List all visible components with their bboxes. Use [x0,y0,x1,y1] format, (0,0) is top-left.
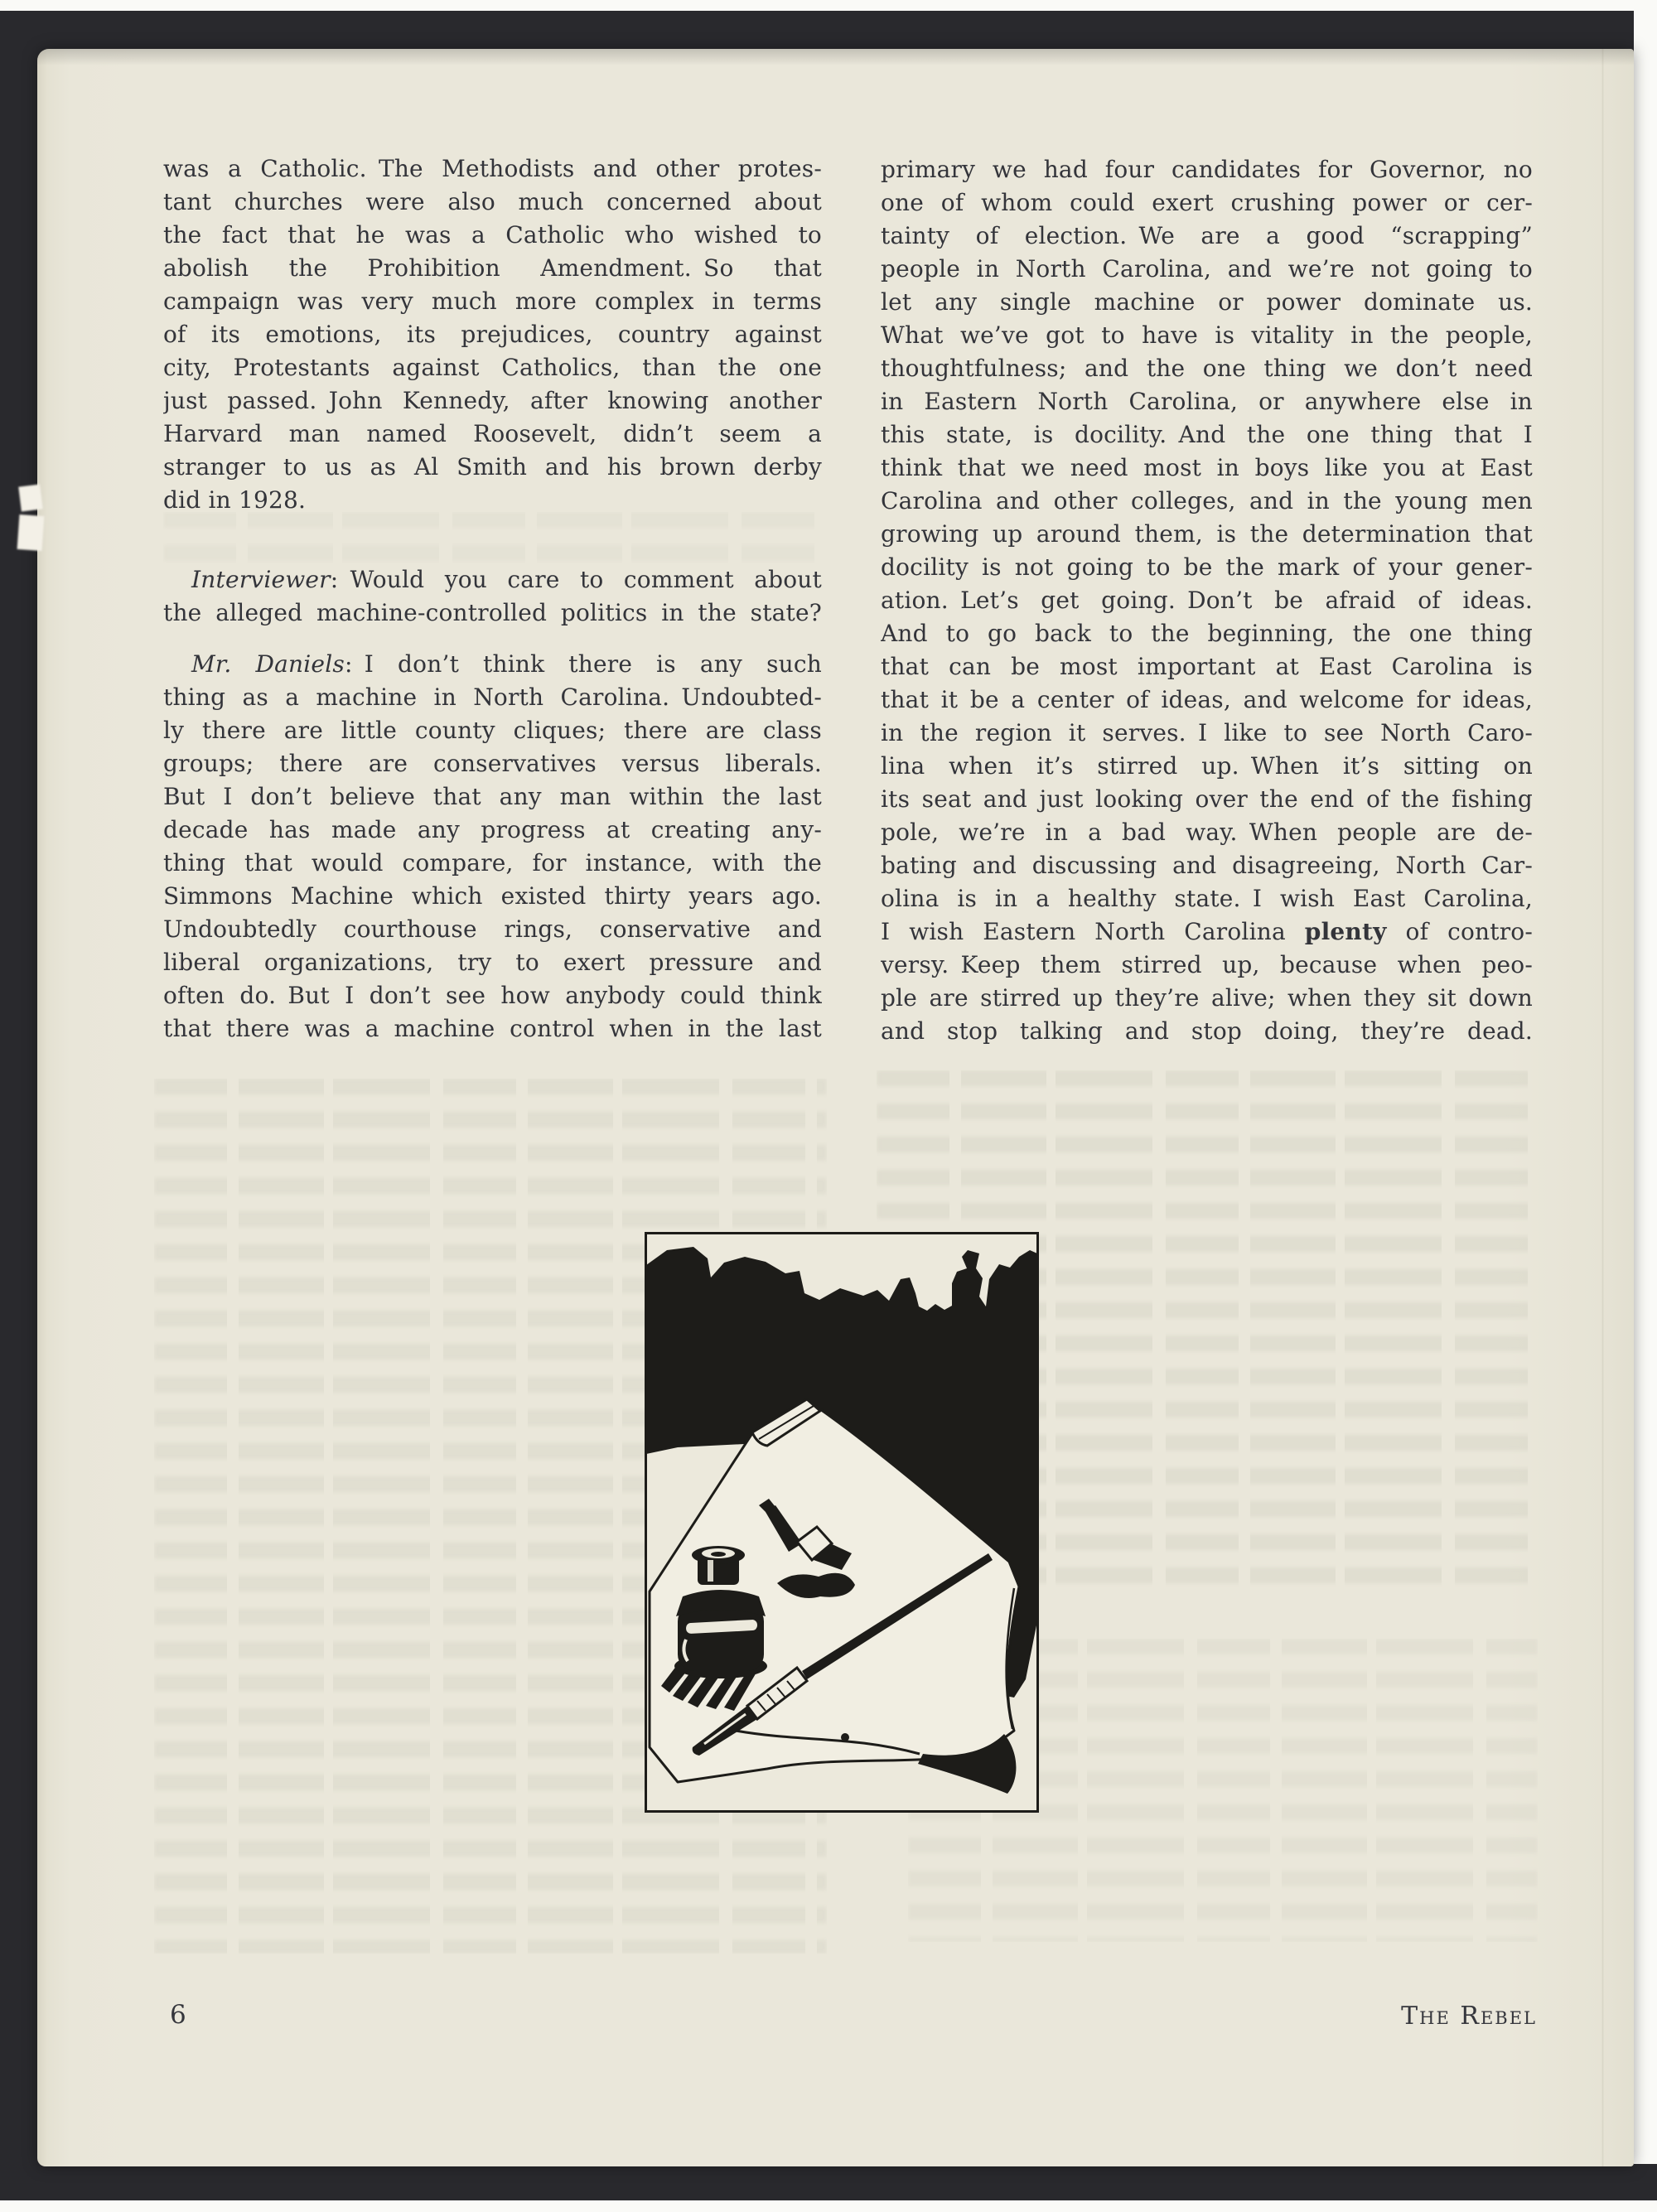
text-line: tainty of election. We are a good “scrapping” [881,222,1533,249]
text-line: What we’ve got to have is vitality in the people, [881,321,1533,349]
text-line: ly there are little county cliques; there are class [163,717,822,744]
text-line: primary we had four candidates for Governor, no [881,156,1533,183]
text-line: think that we need most in boys like you at East [881,454,1533,481]
text-line: I wish Eastern North Carolina plenty of contro- [881,918,1533,945]
text-line: pole, we’re in a bad way. When people are de- [881,819,1533,846]
text-line: versy. Keep them stirred up, because when peo- [881,951,1533,978]
text-line: campaign was very much more complex in terms [163,287,822,315]
text-line: that there was a machine control when in the last [163,1015,822,1042]
column-left [163,152,822,1046]
text-line: thing as a machine in North Carolina. Undoubted- [163,683,822,711]
text-line: ation. Let’s get going. Don’t be afraid of ideas. [881,587,1533,614]
text-line: stranger to us as Al Smith and his brown derby [163,453,822,481]
page-edge-tear [17,514,45,551]
text-line: city, Protestants against Catholics, than the one [163,354,822,381]
text-line: its seat and just looking over the end of the fishing [881,785,1533,813]
text-line: abolish the Prohibition Amendment. So that [163,254,822,282]
text-line: Mr. Daniels: I don’t think there is any such [191,650,822,678]
text-line: just passed. John Kennedy, after knowing another [163,387,822,414]
text-line: did in 1928. [163,486,307,514]
text-line: ple are stirred up they’re alive; when they sit down [881,984,1533,1012]
text-line: liberal organizations, try to exert pressure and [163,949,822,976]
text-line: and stop talking and stop doing, they’re dead. [881,1017,1533,1045]
paragraph [881,153,1533,1048]
text-line: people in North Carolina, and we’re not going to [881,255,1533,283]
journal-title: The Rebel [1401,2002,1537,2031]
text-line: docility is not going to be the mark of your gener- [881,553,1533,581]
text-line: decade has made any progress at creating any- [163,816,822,843]
text-line: of its emotions, its prejudices, country against [163,321,822,348]
text-line: thoughtfulness; and the one thing we don’t need [881,355,1533,382]
text-line: Harvard man named Roosevelt, didn’t seem a [163,420,822,447]
text-line: Carolina and other colleges, and in the young men [881,487,1533,514]
text-line: one of whom could exert crushing power or cer- [881,189,1533,216]
text-line: bating and discussing and disagreeing, North Car- [881,852,1533,879]
text-line: But I don’t believe that any man within the last [163,783,822,810]
text-line: Simmons Machine which existed thirty years ago. [163,882,822,910]
text-line: in Eastern North Carolina, or anywhere else in [881,388,1533,415]
paragraph [163,648,822,1046]
text-line: the alleged machine-controlled politics in the state? [163,599,822,626]
text-line: olina is in a healthy state. I wish East Carolina, [881,885,1533,912]
scan-edge-top [0,0,1657,11]
paragraph [163,563,822,630]
text-line: lina when it’s stirred up. When it’s sitting on [881,752,1533,780]
text-line: in the region it serves. I like to see North Caro- [881,719,1533,746]
paragraph [163,152,822,517]
text-line: often do. But I don’t see how anybody could think [163,982,822,1009]
page-number: 6 [170,2000,186,2030]
scan-edge-bottom [0,2200,1657,2212]
text-line: thing that would compare, for instance, with the [163,849,822,877]
scan-edge-right [1634,0,1657,2164]
text-line: Interviewer: Would you care to comment about [191,566,822,593]
text-line: Undoubtedly courthouse rings, conservative and [163,915,822,943]
text-line: that can be most important at East Carolina is [881,653,1533,680]
page-edge-tear [18,485,42,512]
text-line: the fact that he was a Catholic who wished to [163,221,822,249]
text-line: And to go back to the beginning, the one thing [881,620,1533,647]
illustration-figure [645,1232,1039,1813]
text-line: groups; there are conservatives versus liberals. [163,750,822,777]
text-line: let any single machine or power dominate us. [881,288,1533,316]
column-right [881,153,1533,1048]
text-line: tant churches were also much concerned about [163,188,822,215]
text-line: this state, is docility. And the one thing that I [881,421,1533,448]
text-line: was a Catholic. The Methodists and other protes- [163,155,822,182]
text-line: growing up around them, is the determination that [881,520,1533,548]
text-line: that it be a center of ideas, and welcome for ideas, [881,686,1533,713]
